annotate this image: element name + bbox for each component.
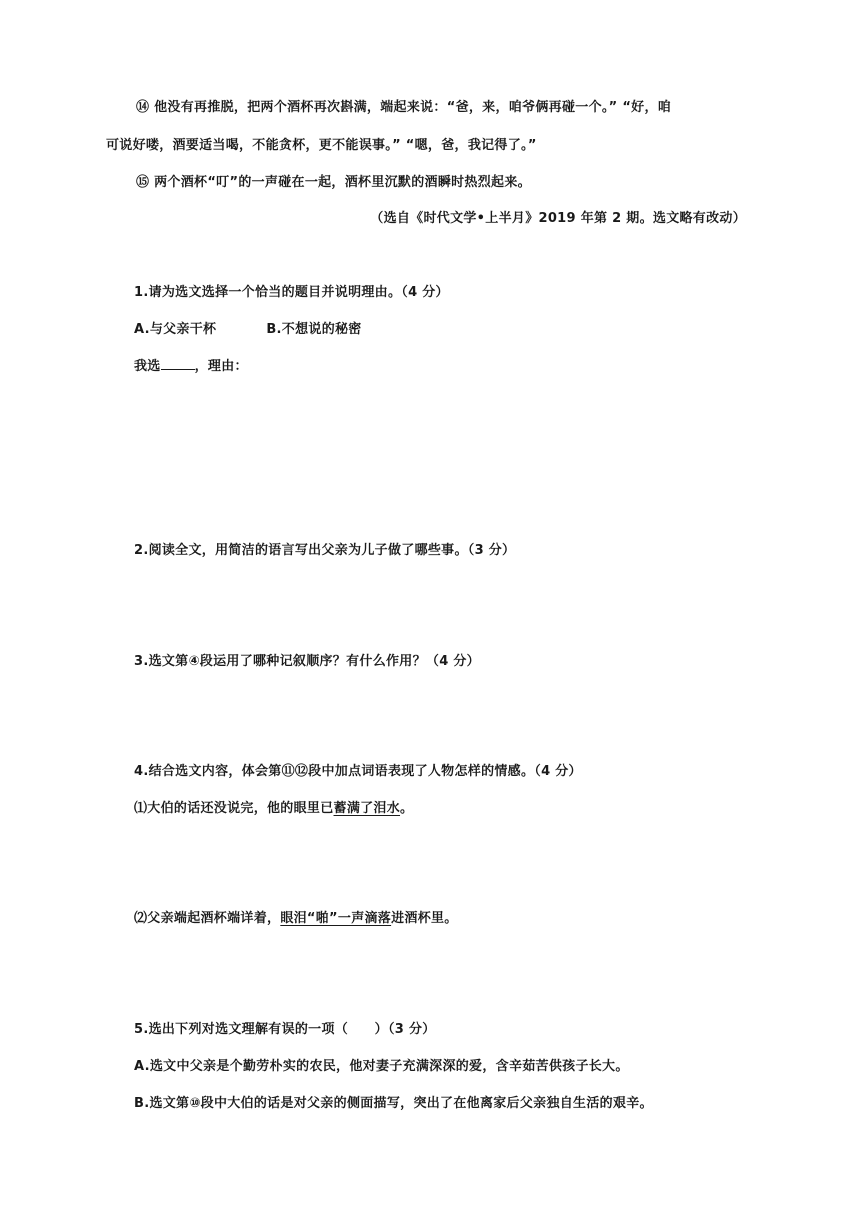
question-3-stem: 3.选文第④段运用了哪种记叙顺序？有什么作用？（4 分） [134, 654, 480, 669]
question-4-item-2: ⑵父亲端起酒杯端详着，眼泪“啪”一声滴落进酒杯里。 [134, 911, 458, 926]
question-1-stem: 1.请为选文选择一个恰当的题目并说明理由。（4 分） [134, 285, 449, 300]
question-5-option-b: B.选文第⑩段中大伯的话是对父亲的侧面描写，突出了在他离家后父亲独自生活的艰辛。 [134, 1096, 653, 1111]
question-1-answer-line [134, 355, 248, 374]
question-5-stem: 5.选出下列对选文理解有误的一项（ ）（3 分） [134, 1022, 436, 1037]
question-4-stem: 4.结合选文内容，体会第⑪⑫段中加点词语表现了人物怎样的情感。（4 分） [134, 764, 582, 779]
answer-blank[interactable] [161, 357, 195, 370]
option-b: B.不想说的秘密 [266, 322, 362, 337]
marked-phrase-1: 蓄满了泪水 [333, 801, 401, 816]
question-2-stem: 2.阅读全文，用简洁的语言写出父亲为儿子做了哪些事。（3 分） [134, 543, 516, 558]
paragraph-14-line-2: 可说好喽，酒要适当喝，不能贪杯，更不能误事。” “嗯，爸，我记得了。” [106, 138, 537, 153]
paragraph-15: ⑮ 两个酒杯“叮”的一声碰在一起，酒杯里沉默的酒瞬时热烈起来。 [136, 175, 531, 190]
answer-prefix: 我选 [134, 359, 161, 374]
source-citation: （选自《时代文学•上半月》2019 年第 2 期。选文略有改动） [370, 211, 746, 226]
question-4-item-1: ⑴大伯的话还没说完，他的眼里已蓄满了泪水。 [134, 801, 414, 816]
option-a: A.与父亲干杯 [134, 322, 217, 337]
question-1-options [134, 318, 362, 337]
paragraph-14-line-1: ⑭ 他没有再推脱，把两个酒杯再次斟满，端起来说：“爸，来，咱爷俩再碰一个。” “好，咱 [136, 100, 672, 115]
marked-phrase-2: 眼泪“啪”一声滴落 [280, 911, 392, 926]
answer-suffix: ，理由： [194, 359, 248, 374]
question-5-option-a: A.选文中父亲是个勤劳朴实的农民，他对妻子充满深深的爱，含辛茹苦供孩子长大。 [134, 1059, 629, 1074]
